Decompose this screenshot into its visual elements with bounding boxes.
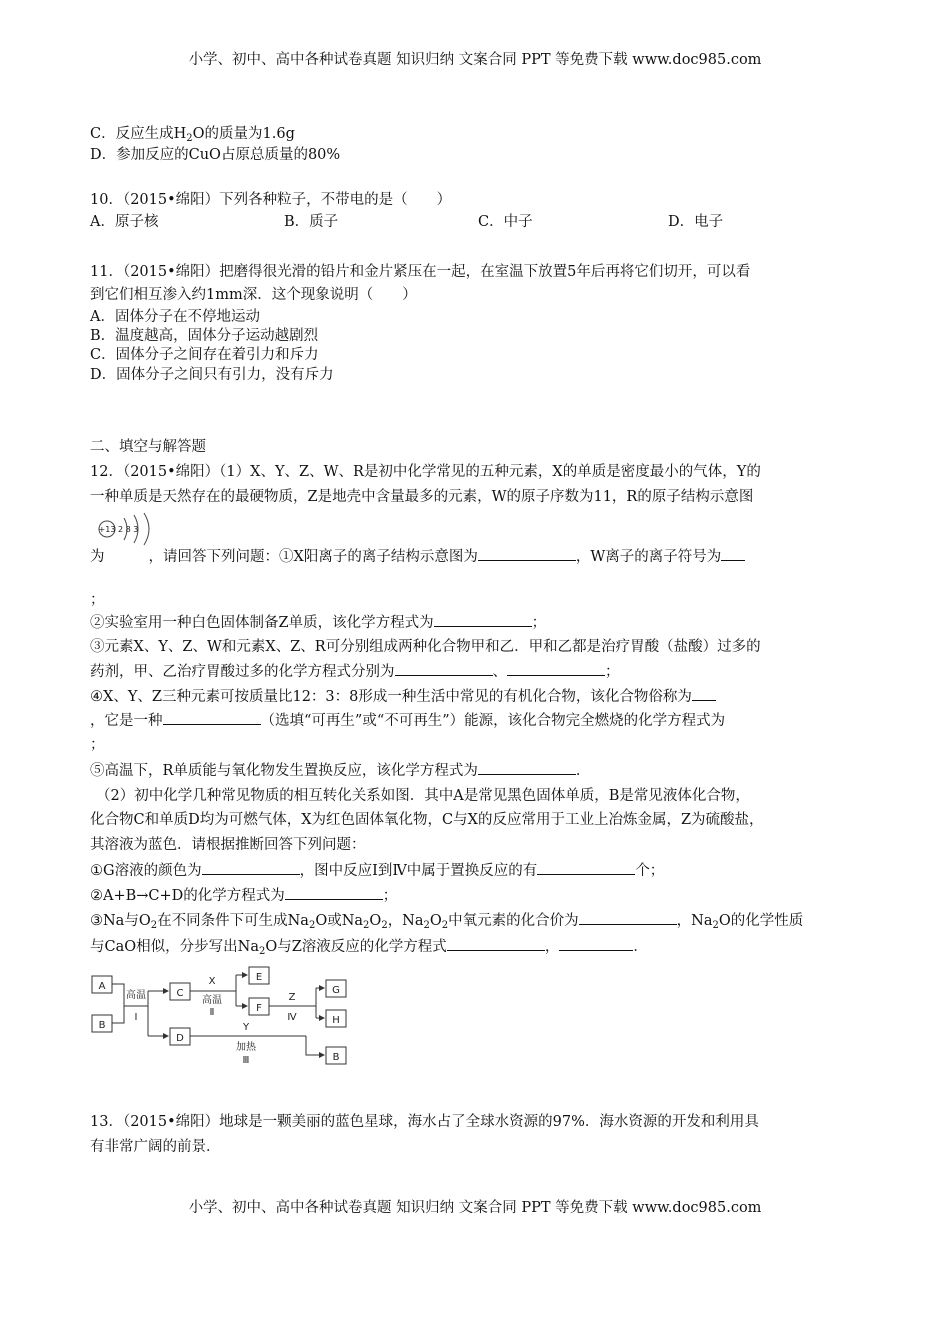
q12-line11: ⑤高温下，R单质能与氧化物发生置换反应，该化学方程式为 ． — [90, 760, 590, 781]
answer-blank[interactable] — [579, 910, 677, 925]
arrow-to-b2 — [306, 1036, 324, 1055]
q12-part2-line1: （2）初中化学几种常见物质的相互转化关系如图．其中A是常见黑色固体单质，B是常见液体化合物， — [96, 788, 750, 804]
nucleus-charge: +13 — [98, 525, 116, 534]
box-a-label: A — [98, 981, 106, 992]
page-footer: 小学、初中、高中各种试卷真题 知识归纳 文案合同 PPT 等免费下载 www.doc985.com — [188, 1200, 762, 1216]
box-f-label: F — [256, 1003, 262, 1014]
x-label: X — [208, 976, 216, 987]
page-header: 小学、初中、高中各种试卷真题 知识归纳 文案合同 PPT 等免费下载 www.doc985.com — [188, 52, 762, 68]
q11-stem-line1: 11．（2015•绵阳）把磨得很光滑的铅片和金片紧压在一起，在室温下放置5年后再将它们切开，可以看 — [90, 264, 751, 280]
q12-line4: ； — [90, 592, 105, 608]
q12-line10: ； — [90, 737, 105, 753]
q12-part2-line2: 化合物C和单质D均为可燃气体，X为红色固体氧化物，C与X的反应常用于工业上冶炼金属，Z为硫酸盐， — [90, 812, 764, 828]
answer-blank[interactable] — [537, 860, 635, 875]
q12-sub1: ①G溶液的颜色为 ，图中反应Ⅰ到Ⅳ中属于置换反应的有 个； — [90, 860, 664, 881]
q12-line7: 药剂，甲、乙治疗胃酸过多的化学方程式分别为 、 ； — [90, 661, 620, 682]
box-b-label: B — [98, 1020, 106, 1031]
q12-line8: ④X、Y、Z三种元素可按质量比12：3：8形成一种生活中常见的有机化合物，该化合物俗称为 — [90, 686, 716, 707]
q11-option-d: D．固体分子之间只有引力，没有斥力 — [90, 367, 334, 383]
shell-arc-3 — [144, 513, 149, 545]
q12-line1: 12．（2015•绵阳）（1）X、Y、Z、W、R是初中化学常见的五种元素，X的单质是密度最小的气体，Y的 — [90, 464, 761, 480]
q11-option-b: B．温度越高，固体分子运动越剧烈 — [90, 328, 319, 344]
q11-option-a: A．固体分子在不停地运动 — [90, 309, 260, 325]
box-g-label: G — [332, 985, 340, 996]
shell-electrons: 2 8 3 — [118, 525, 139, 534]
q12-part2-line3: 其溶液为蓝色．请根据推断回答下列问题： — [90, 837, 366, 853]
answer-blank[interactable] — [434, 612, 532, 627]
q9-option-d: D．参加反应的CuO占原总质量的80% — [90, 147, 341, 163]
q10-stem: 10．（2015•绵阳）下列各种粒子，不带电的是（ ） — [90, 192, 452, 208]
q12-sub2: ②A+B→C+D的化学方程式为 ； — [90, 885, 397, 906]
bracket-ab — [112, 984, 124, 1023]
cond-1: 高温 — [126, 990, 146, 1001]
q12-line9: ，它是一种 （选填“可再生”或“不可再生”）能源，该化合物完全燃烧的化学方程式为 — [90, 710, 725, 731]
box-b2-label: B — [332, 1052, 340, 1063]
answer-blank[interactable] — [478, 760, 576, 775]
q12-line2: 一种单质是天然存在的最硬物质，Z是地壳中含量最多的元素，W的原子序数为11，R的原子结构示意图 — [90, 489, 754, 505]
box-h-label: H — [332, 1015, 340, 1026]
reaction-flow-diagram — [88, 966, 358, 1106]
answer-blank[interactable] — [447, 936, 545, 951]
q12-sub3-line2: 与CaO相似，分步写出$Na_2O$与Z溶液反应的化学方程式 ， ． — [90, 936, 648, 957]
cond-2: 高温 — [202, 995, 222, 1006]
q10-option-b: B．质子 — [284, 214, 339, 230]
q11-stem-line2: 到它们相互渗入约1mm深．这个现象说明（ ） — [90, 287, 417, 303]
q10-option-d: D．电子 — [668, 214, 724, 230]
q10-option-c: C．中子 — [478, 214, 533, 230]
z-label: Z — [288, 992, 296, 1003]
atom-structure-diagram — [96, 512, 162, 546]
answer-blank[interactable] — [285, 885, 383, 900]
num-3: Ⅲ — [242, 1055, 250, 1066]
answer-blank[interactable] — [395, 661, 493, 676]
q9-option-c: C．反应生成$H_2O$的质量为1.6g — [90, 126, 295, 144]
box-e-label: E — [255, 972, 263, 983]
q12-sub3: ③Na与$O_2$在不同条件下可生成$Na_2O$或$Na_2O_2$，$Na_2O_2$中氧元素的化合价为 ，$Na_2O$的化学性质 — [90, 910, 803, 931]
answer-blank[interactable] — [507, 661, 605, 676]
answer-blank[interactable] — [202, 860, 300, 875]
q12-line3: 为 ，请回答下列问题：①X阳离子的离子结构示意图为 ，W离子的离子符号为 — [90, 546, 745, 567]
q13-line1: 13．（2015•绵阳）地球是一颗美丽的蓝色星球，海水占了全球水资源的97%．海水资源的开发和利用具 — [90, 1114, 759, 1130]
q10-option-a: A．原子核 — [90, 214, 159, 230]
y-label: Y — [242, 1022, 250, 1033]
answer-blank[interactable] — [721, 546, 745, 561]
q12-line5: ②实验室用一种白色固体制备Z单质，该化学方程式为 ； — [90, 612, 546, 633]
q12-line6: ③元素X、Y、Z、W和元素X、Z、R可分别组成两种化合物甲和乙．甲和乙都是治疗胃酸（盐酸）过多的 — [90, 639, 761, 655]
box-d-label: D — [176, 1033, 184, 1044]
answer-blank[interactable] — [478, 546, 576, 561]
num-2: Ⅱ — [209, 1007, 215, 1018]
q13-line2: 有非常广阔的前景． — [90, 1139, 221, 1155]
box-c-label: C — [176, 988, 184, 999]
q11-option-c: C．固体分子之间存在着引力和斥力 — [90, 347, 319, 363]
num-4: Ⅳ — [287, 1012, 297, 1023]
answer-blank[interactable] — [163, 710, 261, 725]
cond-3: 加热 — [236, 1042, 256, 1053]
section-title: 二、填空与解答题 — [90, 439, 206, 455]
answer-blank[interactable] — [559, 936, 633, 951]
answer-blank[interactable] — [692, 686, 716, 701]
num-1: Ⅰ — [134, 1012, 138, 1023]
